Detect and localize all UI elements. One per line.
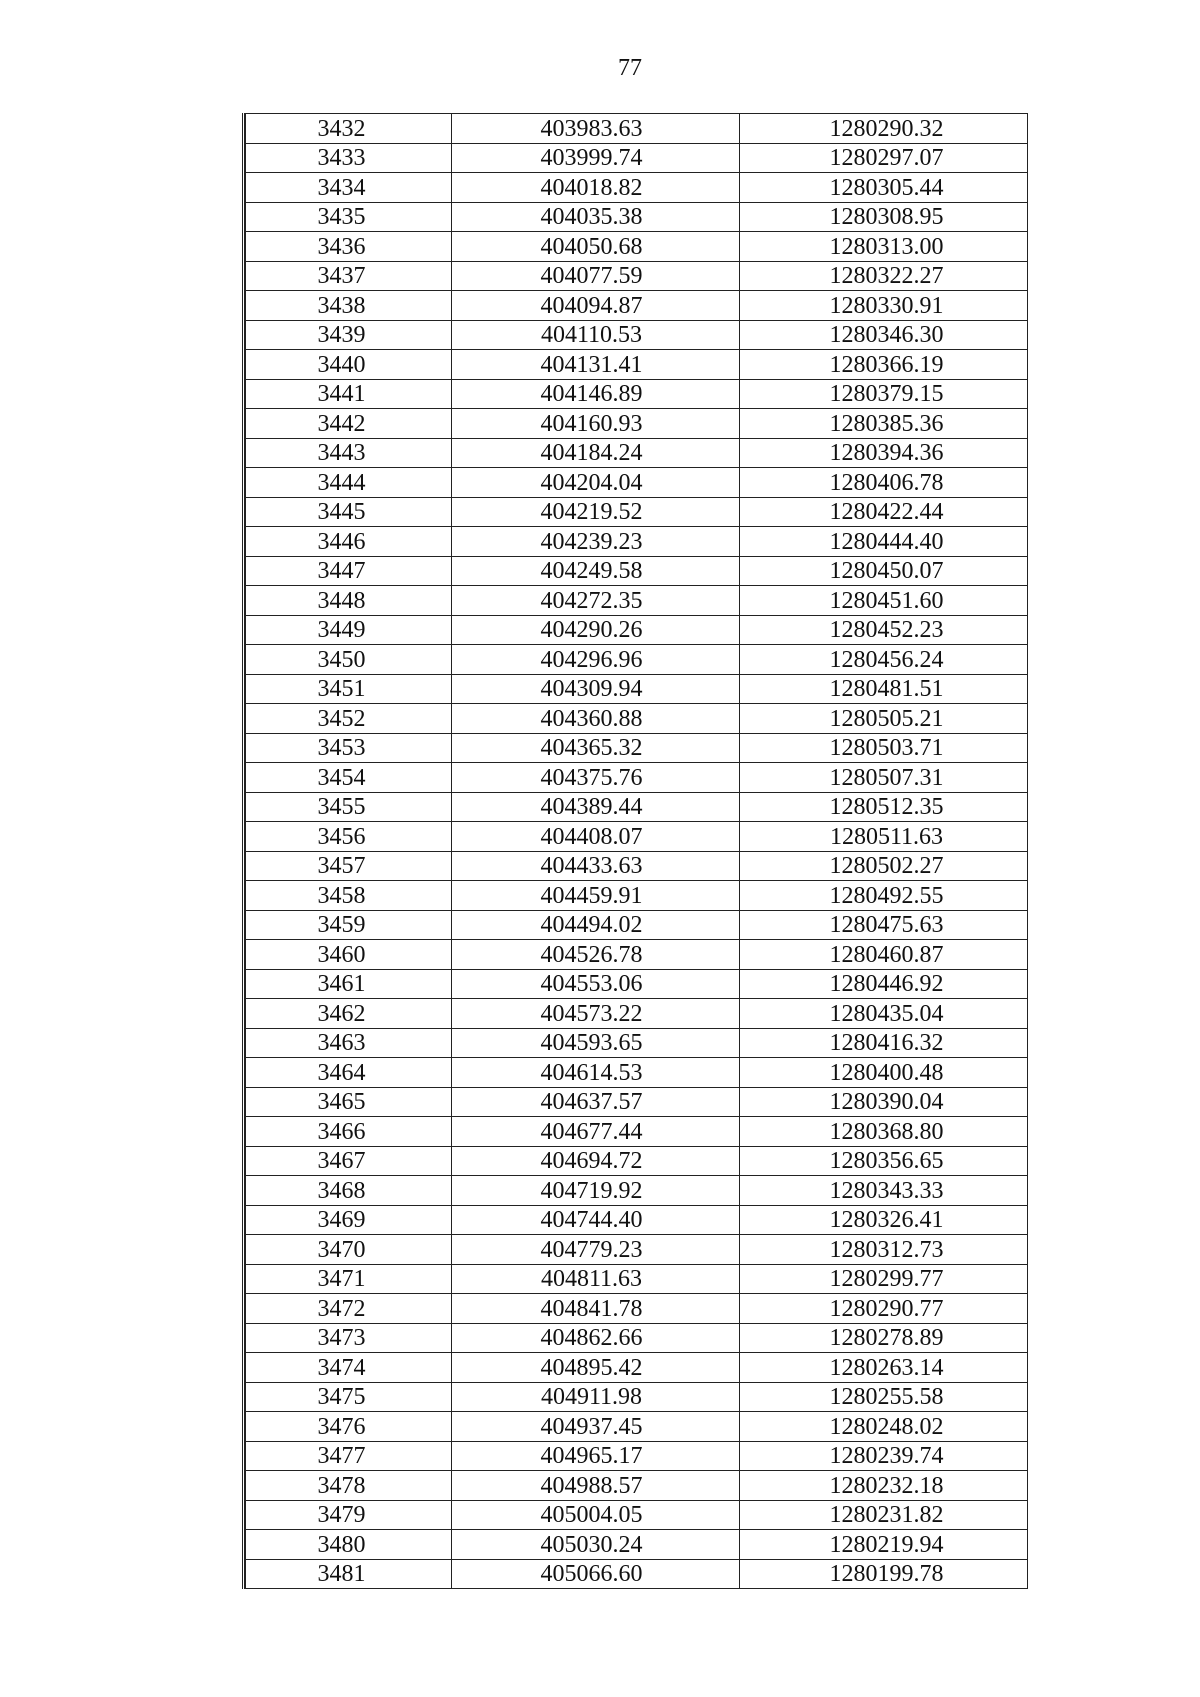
table-row [246,733,1028,763]
y-coordinate-cell: 1280385.36 [740,409,1028,439]
y-coordinate-cell: 1280343.33 [740,1176,1028,1206]
x-coordinate-cell: 404862.66 [452,1323,740,1353]
table-row [246,202,1028,232]
point-number-cell: 3465 [246,1087,452,1117]
y-coordinate-cell: 1280507.31 [740,763,1028,793]
table-row [246,1205,1028,1235]
y-coordinate-cell: 1280308.95 [740,202,1028,232]
y-coordinate-cell: 1280299.77 [740,1264,1028,1294]
y-coordinate-cell: 1280366.19 [740,350,1028,380]
x-coordinate-cell: 404573.22 [452,999,740,1029]
table-row [246,1441,1028,1471]
point-number-cell: 3466 [246,1117,452,1147]
point-number-cell: 3442 [246,409,452,439]
table-row [246,910,1028,940]
table-row [246,261,1028,291]
point-number-cell: 3481 [246,1559,452,1589]
table-row [246,1323,1028,1353]
x-coordinate-cell: 404094.87 [452,291,740,321]
point-number-cell: 3469 [246,1205,452,1235]
table-row [246,379,1028,409]
point-number-cell: 3434 [246,173,452,203]
y-coordinate-cell: 1280460.87 [740,940,1028,970]
y-coordinate-cell: 1280503.71 [740,733,1028,763]
point-number-cell: 3473 [246,1323,452,1353]
x-coordinate-cell: 404365.32 [452,733,740,763]
point-number-cell: 3432 [246,114,452,144]
y-coordinate-cell: 1280290.32 [740,114,1028,144]
table-row [246,232,1028,262]
x-coordinate-cell: 404779.23 [452,1235,740,1265]
x-coordinate-cell: 404895.42 [452,1353,740,1383]
point-number-cell: 3448 [246,586,452,616]
table-row [246,1412,1028,1442]
y-coordinate-cell: 1280502.27 [740,851,1028,881]
point-number-cell: 3453 [246,733,452,763]
x-coordinate-cell: 404811.63 [452,1264,740,1294]
x-coordinate-cell: 404077.59 [452,261,740,291]
table-row [246,1176,1028,1206]
table-body [246,114,1028,1589]
table-row [246,704,1028,734]
table-row [246,940,1028,970]
table-row [246,881,1028,911]
table-row [246,1500,1028,1530]
x-coordinate-cell: 404937.45 [452,1412,740,1442]
table-row [246,851,1028,881]
point-number-cell: 3440 [246,350,452,380]
table-row [246,674,1028,704]
y-coordinate-cell: 1280305.44 [740,173,1028,203]
y-coordinate-cell: 1280512.35 [740,792,1028,822]
table-row [246,1294,1028,1324]
x-coordinate-cell: 404018.82 [452,173,740,203]
point-number-cell: 3436 [246,232,452,262]
point-number-cell: 3462 [246,999,452,1029]
y-coordinate-cell: 1280422.44 [740,497,1028,527]
table-row [246,468,1028,498]
y-coordinate-cell: 1280456.24 [740,645,1028,675]
y-coordinate-cell: 1280451.60 [740,586,1028,616]
table-row [246,999,1028,1029]
point-number-cell: 3444 [246,468,452,498]
y-coordinate-cell: 1280444.40 [740,527,1028,557]
y-coordinate-cell: 1280248.02 [740,1412,1028,1442]
point-number-cell: 3446 [246,527,452,557]
table-row [246,615,1028,645]
table-row [246,1264,1028,1294]
point-number-cell: 3471 [246,1264,452,1294]
x-coordinate-cell: 404593.65 [452,1028,740,1058]
table-row [246,320,1028,350]
y-coordinate-cell: 1280199.78 [740,1559,1028,1589]
point-number-cell: 3470 [246,1235,452,1265]
point-number-cell: 3437 [246,261,452,291]
y-coordinate-cell: 1280379.15 [740,379,1028,409]
coordinates-table [245,113,1028,1589]
x-coordinate-cell: 404204.04 [452,468,740,498]
table-row [246,969,1028,999]
x-coordinate-cell: 404988.57 [452,1471,740,1501]
y-coordinate-cell: 1280346.30 [740,320,1028,350]
table-row [246,822,1028,852]
y-coordinate-cell: 1280481.51 [740,674,1028,704]
point-number-cell: 3441 [246,379,452,409]
y-coordinate-cell: 1280475.63 [740,910,1028,940]
table-row [246,1530,1028,1560]
y-coordinate-cell: 1280394.36 [740,438,1028,468]
point-number-cell: 3450 [246,645,452,675]
y-coordinate-cell: 1280263.14 [740,1353,1028,1383]
point-number-cell: 3435 [246,202,452,232]
point-number-cell: 3447 [246,556,452,586]
y-coordinate-cell: 1280416.32 [740,1028,1028,1058]
table-row [246,645,1028,675]
point-number-cell: 3476 [246,1412,452,1442]
y-coordinate-cell: 1280326.41 [740,1205,1028,1235]
point-number-cell: 3479 [246,1500,452,1530]
table-row [246,792,1028,822]
table-row [246,1087,1028,1117]
table-row [246,291,1028,321]
y-coordinate-cell: 1280505.21 [740,704,1028,734]
point-number-cell: 3468 [246,1176,452,1206]
x-coordinate-cell: 404375.76 [452,763,740,793]
point-number-cell: 3480 [246,1530,452,1560]
point-number-cell: 3443 [246,438,452,468]
point-number-cell: 3454 [246,763,452,793]
point-number-cell: 3475 [246,1382,452,1412]
table-row [246,143,1028,173]
coordinates-table-container [242,113,1027,1589]
y-coordinate-cell: 1280446.92 [740,969,1028,999]
point-number-cell: 3472 [246,1294,452,1324]
x-coordinate-cell: 404272.35 [452,586,740,616]
point-number-cell: 3452 [246,704,452,734]
x-coordinate-cell: 404677.44 [452,1117,740,1147]
x-coordinate-cell: 404309.94 [452,674,740,704]
point-number-cell: 3477 [246,1441,452,1471]
y-coordinate-cell: 1280255.58 [740,1382,1028,1412]
point-number-cell: 3439 [246,320,452,350]
y-coordinate-cell: 1280239.74 [740,1441,1028,1471]
y-coordinate-cell: 1280322.27 [740,261,1028,291]
x-coordinate-cell: 403999.74 [452,143,740,173]
y-coordinate-cell: 1280297.07 [740,143,1028,173]
table-row [246,586,1028,616]
point-number-cell: 3478 [246,1471,452,1501]
table-row [246,1028,1028,1058]
y-coordinate-cell: 1280278.89 [740,1323,1028,1353]
table-row [246,497,1028,527]
x-coordinate-cell: 404184.24 [452,438,740,468]
x-coordinate-cell: 404360.88 [452,704,740,734]
y-coordinate-cell: 1280452.23 [740,615,1028,645]
x-coordinate-cell: 404110.53 [452,320,740,350]
x-coordinate-cell: 404219.52 [452,497,740,527]
page-number: 77 [618,55,642,81]
x-coordinate-cell: 404494.02 [452,910,740,940]
y-coordinate-cell: 1280313.00 [740,232,1028,262]
x-coordinate-cell: 404389.44 [452,792,740,822]
y-coordinate-cell: 1280368.80 [740,1117,1028,1147]
x-coordinate-cell: 404614.53 [452,1058,740,1088]
table-row [246,1353,1028,1383]
x-coordinate-cell: 405004.05 [452,1500,740,1530]
y-coordinate-cell: 1280390.04 [740,1087,1028,1117]
table-row [246,527,1028,557]
table-row [246,1559,1028,1589]
point-number-cell: 3455 [246,792,452,822]
x-coordinate-cell: 405030.24 [452,1530,740,1560]
table-row [246,438,1028,468]
point-number-cell: 3451 [246,674,452,704]
point-number-cell: 3461 [246,969,452,999]
y-coordinate-cell: 1280219.94 [740,1530,1028,1560]
point-number-cell: 3463 [246,1028,452,1058]
x-coordinate-cell: 404050.68 [452,232,740,262]
y-coordinate-cell: 1280356.65 [740,1146,1028,1176]
x-coordinate-cell: 404637.57 [452,1087,740,1117]
x-coordinate-cell: 404146.89 [452,379,740,409]
point-number-cell: 3457 [246,851,452,881]
table-row [246,1382,1028,1412]
table-row [246,409,1028,439]
point-number-cell: 3467 [246,1146,452,1176]
x-coordinate-cell: 404408.07 [452,822,740,852]
y-coordinate-cell: 1280330.91 [740,291,1028,321]
x-coordinate-cell: 404911.98 [452,1382,740,1412]
point-number-cell: 3449 [246,615,452,645]
point-number-cell: 3438 [246,291,452,321]
point-number-cell: 3459 [246,910,452,940]
y-coordinate-cell: 1280290.77 [740,1294,1028,1324]
x-coordinate-cell: 404694.72 [452,1146,740,1176]
table-row [246,1146,1028,1176]
x-coordinate-cell: 404526.78 [452,940,740,970]
y-coordinate-cell: 1280435.04 [740,999,1028,1029]
x-coordinate-cell: 404841.78 [452,1294,740,1324]
y-coordinate-cell: 1280406.78 [740,468,1028,498]
x-coordinate-cell: 404719.92 [452,1176,740,1206]
x-coordinate-cell: 404459.91 [452,881,740,911]
x-coordinate-cell: 404035.38 [452,202,740,232]
point-number-cell: 3474 [246,1353,452,1383]
y-coordinate-cell: 1280400.48 [740,1058,1028,1088]
point-number-cell: 3458 [246,881,452,911]
x-coordinate-cell: 404131.41 [452,350,740,380]
point-number-cell: 3445 [246,497,452,527]
y-coordinate-cell: 1280312.73 [740,1235,1028,1265]
y-coordinate-cell: 1280450.07 [740,556,1028,586]
table-row [246,1058,1028,1088]
y-coordinate-cell: 1280511.63 [740,822,1028,852]
x-coordinate-cell: 404744.40 [452,1205,740,1235]
y-coordinate-cell: 1280232.18 [740,1471,1028,1501]
x-coordinate-cell: 404965.17 [452,1441,740,1471]
point-number-cell: 3456 [246,822,452,852]
table-row [246,1117,1028,1147]
y-coordinate-cell: 1280492.55 [740,881,1028,911]
point-number-cell: 3433 [246,143,452,173]
point-number-cell: 3460 [246,940,452,970]
x-coordinate-cell: 404160.93 [452,409,740,439]
x-coordinate-cell: 404290.26 [452,615,740,645]
y-coordinate-cell: 1280231.82 [740,1500,1028,1530]
x-coordinate-cell: 404249.58 [452,556,740,586]
x-coordinate-cell: 404553.06 [452,969,740,999]
x-coordinate-cell: 405066.60 [452,1559,740,1589]
table-row [246,1235,1028,1265]
table-row [246,1471,1028,1501]
x-coordinate-cell: 404296.96 [452,645,740,675]
table-row [246,763,1028,793]
x-coordinate-cell: 404239.23 [452,527,740,557]
x-coordinate-cell: 404433.63 [452,851,740,881]
point-number-cell: 3464 [246,1058,452,1088]
table-row [246,350,1028,380]
table-row [246,114,1028,144]
table-row [246,556,1028,586]
x-coordinate-cell: 403983.63 [452,114,740,144]
table-row [246,173,1028,203]
